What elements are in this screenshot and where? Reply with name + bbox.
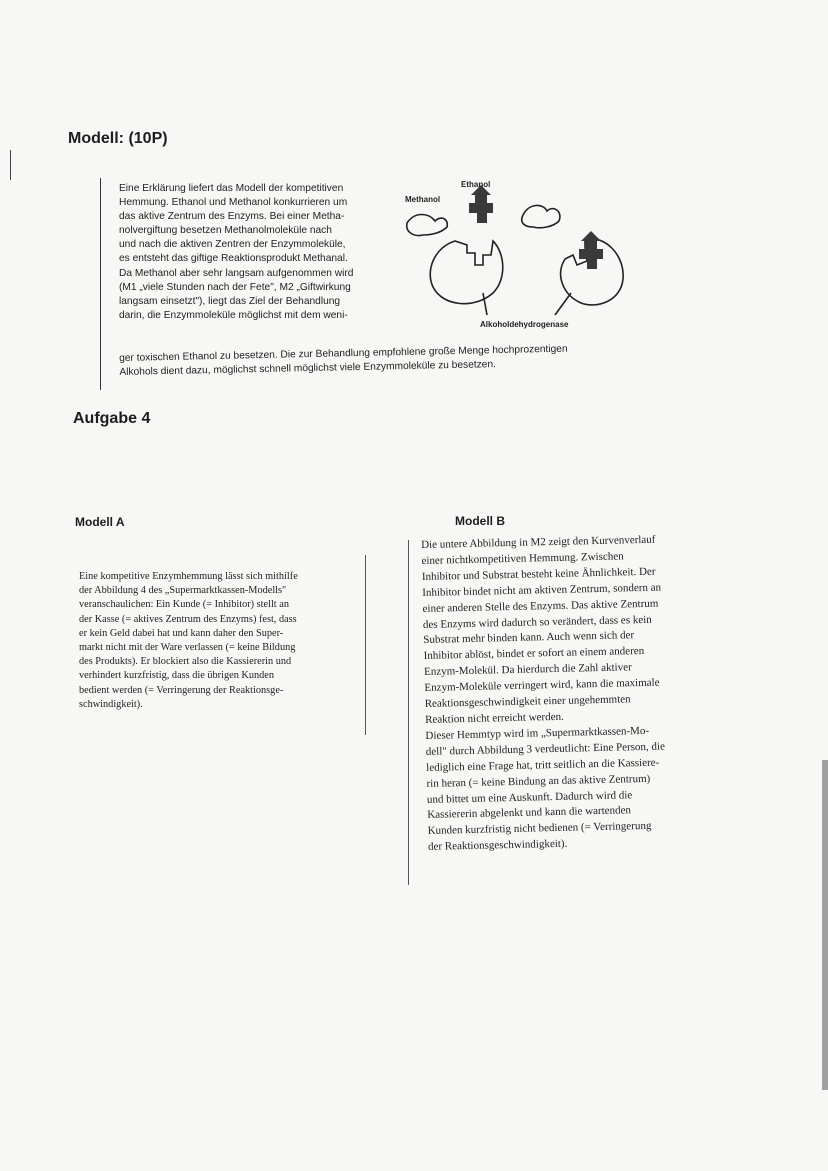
text-line: Kassiererin abgelenkt und kann die wartenden [427,804,632,822]
text-line: er kein Geld dabei hat und kann daher den Super- [79,627,284,639]
text-line: das aktive Zentrum des Enzyms. Bei einer Metha- [119,211,345,223]
margin-mark [10,150,11,180]
text-line: rin heran (= keine Bindung an das aktive Zentrum) [426,772,651,790]
scan-edge-shadow [822,760,828,1090]
modell-b-title: Modell B [455,514,505,528]
kompetitive-hemmung-text-tail [119,341,639,380]
methanol-molecule-shape [407,215,448,236]
modell-a-right-rule [365,555,366,735]
text-line: und nach die aktiven Zentren der Enzymmoleküle, [119,239,346,251]
text-line: des Produkts). Er blockiert also die Kassiererin und [79,656,292,668]
ethanol-molecule-shape [469,185,493,223]
text-line: lediglich eine Frage hat, tritt seitlich an die Kassiere- [426,756,660,774]
text-line: Enzym-Molekül. Da hierdurch die Zahl aktiver [423,661,632,679]
label-alkoholdehydrogenase: Alkoholdehydrogenase [480,320,569,329]
text-line: Inhibitor bindet nicht am aktiven Zentrum, sondern an [422,581,662,599]
modell-b-left-rule [408,540,409,885]
text-line: Inhibitor ablöst, bindet er sofort an einem anderen [423,645,645,663]
modell-b-text [421,531,722,856]
pointer-line-left [483,293,487,315]
text-line: der Reaktionsgeschwindigkeit). [427,837,568,854]
text-line: dell" durch Abbildung 3 verdeutlicht: Eine Person, die [425,740,666,758]
label-methanol: Methanol [405,195,441,204]
text-line: Eine Erklärung liefert das Modell der kompetitiven [119,183,344,194]
text-line: Alkohols dient dazu, möglichst schnell möglichst viele Enzymmoleküle zu besetzen. [119,359,497,379]
enzyme-left-shape [430,241,503,304]
modell-a-title: Modell A [75,515,125,529]
text-line: der Abbildung 4 des „Supermarktkassen-Modells" [79,585,287,597]
label-ethanol: Ethanol [461,180,491,189]
text-line: Enzym-Moleküle verringert wird, kann die maximale [424,676,660,695]
section-title-aufgabe: Aufgabe 4 [73,410,151,427]
text-line: es entsteht das giftige Reaktionsprodukt Methanal. [119,253,348,265]
kompetitive-hemmung-text [119,182,395,323]
text-line: markt nicht mit der Ware verlassen (= keine Bildung [79,642,296,654]
text-line: bedient werden (= Verringerung der Reaktionsge- [79,684,284,696]
text-line: der Kasse (= aktives Zentrum des Enzyms) fest, dass [79,613,297,625]
section-title-modell: Modell: (10P) [68,130,168,147]
box-left-rule [100,178,101,390]
text-line: einer anderen Stelle des Enzyms. Das aktive Zentrum [422,597,659,615]
text-line: und bittet um eine Auskunft. Dadurch wird die [426,788,633,806]
text-line: Die untere Abbildung in M2 zeigt den Kurvenverlauf [421,533,656,551]
text-line: verhindert kurzfristig, dass die übrigen Kunden [79,670,275,682]
text-line: Hemmung. Ethanol und Methanol konkurrieren um [119,197,348,209]
text-line: Reaktion nicht erreicht werden. [424,710,564,726]
modell-a-text [79,570,355,712]
text-line: Kunden kurzfristig nicht bedienen (= Verringerung [427,820,652,838]
text-line: Inhibitor und Substrat besteht keine Ähnlichkeit. Der [421,565,656,583]
text-line: (M1 „viele Stunden nach der Fete", M2 „Giftwirkung [119,281,351,293]
methanol-free-shape [522,205,560,227]
text-line: langsam einsetzt"), liegt das Ziel der Behandlung [119,295,341,307]
text-line: einer nichtkompetitiven Hemmung. Zwischen [421,550,624,567]
text-line: Da Methanol aber sehr langsam aufgenommen wird [119,267,354,279]
text-line: des Enzyms wird dadurch so verändert, dass es kein [422,613,652,631]
text-line: ger toxischen Ethanol zu besetzen. Die zur Behandlung empfohlene große Menge hochprozentigen [119,343,568,364]
text-line: Dieser Hemmtyp wird im „Supermarktkassen-Mo- [425,724,650,742]
text-line: nolvergiftung besetzen Methanolmoleküle nach [119,225,332,237]
text-line: veranschaulichen: Ein Kunde (= Inhibitor) stellt an [79,599,289,611]
text-line: Eine kompetitive Enzymhemmung lässt sich mithilfe [79,571,298,582]
text-line: Reaktionsgeschwindigkeit einer ungehemmten [424,693,631,711]
text-line: Substrat mehr binden kann. Auch wenn sich der [423,629,635,647]
text-line: schwindigkeit). [79,698,143,710]
pointer-line-right [555,293,571,315]
text-line: darin, die Enzymmoleküle möglichst mit dem weni- [119,309,348,321]
